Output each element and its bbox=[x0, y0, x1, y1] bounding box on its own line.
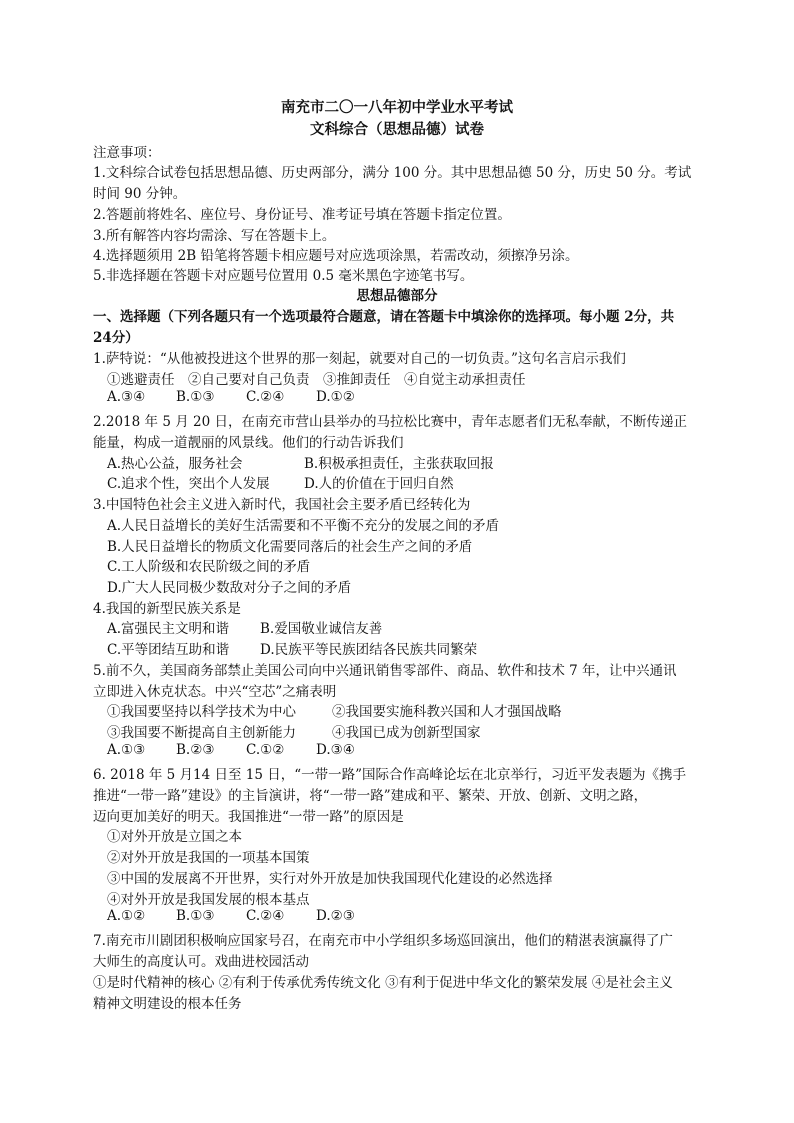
q5-item-2: ②我国要实施科教兴国和人才强国战略 bbox=[332, 704, 562, 720]
q4-option-c: C.平等团结互助和谐 bbox=[107, 642, 230, 658]
exam-title: 南充市二〇一八年初中学业水平考试 bbox=[281, 99, 513, 116]
q2-option-c: C.追求个性，突出个人发展 bbox=[107, 476, 270, 492]
q1-option-a: A.③④ bbox=[107, 389, 146, 405]
notes-heading: 注意事项： bbox=[93, 145, 161, 161]
q6-stem-cont: 迈向更加美好的明天。我国推进“一带一路”的原因是 bbox=[93, 809, 404, 825]
note-item: 1.文科综合试卷包括思想品德、历史两部分，满分 100 分。其中思想品德 50 分，历史 50 分。考试 bbox=[93, 165, 692, 181]
q4-option-a: A.富强民主文明和谐 bbox=[107, 621, 230, 637]
q1-items: ①逃避责任 ②自己要对自己负责 ③推卸责任 ④自觉主动承担责任 bbox=[107, 372, 526, 388]
q7-items-cont: 精神文明建设的根本任务 bbox=[93, 996, 242, 1012]
q6-option-b: B.①③ bbox=[176, 908, 215, 924]
q3-option-b: B.人民日益增长的物质文化需要同落后的社会生产之间的矛盾 bbox=[107, 539, 473, 555]
note-item: 3.所有解答内容均需涂、写在答题卡上。 bbox=[93, 228, 336, 244]
q5-option-c: C.①② bbox=[246, 742, 285, 758]
q3-option-d: D.广大人民同极少数敌对分子之间的矛盾 bbox=[107, 580, 352, 596]
q2-option-b: B.积极承担责任，主张获取回报 bbox=[304, 456, 494, 472]
q5-stem: 5.前不久，美国商务部禁止美国公司向中兴通讯销售零部件、商品、软件和技术 7 年，让中兴通讯 bbox=[93, 663, 677, 679]
q7-stem-cont: 大师生的高度认可。戏曲进校园活动 bbox=[93, 954, 309, 970]
q6-option-c: C.②④ bbox=[246, 908, 285, 924]
note-item: 时间 90 分钟。 bbox=[93, 186, 187, 202]
q2-option-a: A.热心公益，服务社会 bbox=[107, 456, 243, 472]
q3-option-a: A.人民日益增长的美好生活需要和不平衡不充分的发展之间的矛盾 bbox=[107, 518, 500, 534]
section-title: 思想品德部分 bbox=[356, 288, 438, 304]
q3-stem: 3.中国特色社会主义进入新时代，我国社会主要矛盾已经转化为 bbox=[93, 497, 471, 513]
q6-item-4: ④对外开放是我国发展的根本基点 bbox=[107, 892, 310, 908]
q7-items: ①是时代精神的核心 ②有利于传承优秀传统文化 ③有利于促进中华文化的繁荣发展 ④是社会主义 bbox=[93, 975, 673, 991]
section-heading-cont: 24分） bbox=[93, 330, 139, 346]
q6-option-d: D.②③ bbox=[316, 908, 355, 924]
q6-stem: 6. 2018 年 5 月14 日至 15 日，“一带一路”国际合作高峰论坛在北京举行，习近平发表题为《携手 bbox=[93, 767, 687, 783]
section-heading: 一、选择题（下列各题只有一个选项最符合题意，请在答题卡中填涂你的选择项。每小题 2分，共 bbox=[93, 309, 675, 325]
q5-option-d: D.③④ bbox=[316, 742, 355, 758]
note-item: 5.非选择题在答题卡对应题号位置用 0.5 毫米黑色字迹笔书写。 bbox=[93, 268, 474, 284]
q4-option-b: B.爱国敬业诚信友善 bbox=[260, 621, 383, 637]
q6-stem-cont: 推进“一带一路”建设》的主旨演讲，将“一带一路”建成和平、繁荣、开放、创新、文明之路， bbox=[93, 788, 648, 804]
q4-stem: 4.我国的新型民族关系是 bbox=[93, 601, 241, 617]
q1-option-d: D.①② bbox=[316, 389, 355, 405]
q2-stem: 2.2018 年 5 月 20 日，在南充市营山县举办的马拉松比赛中，青年志愿者们无私奉献，不断传递正 bbox=[93, 414, 687, 430]
q6-item-1: ①对外开放是立国之本 bbox=[107, 829, 242, 845]
q5-option-b: B.②③ bbox=[176, 742, 215, 758]
q5-item-4: ④我国已成为创新型国家 bbox=[332, 725, 481, 741]
q5-item-1: ①我国要坚持以科学技术为中心 bbox=[107, 704, 296, 720]
q5-item-3: ③我国要不断提高自主创新能力 bbox=[107, 725, 296, 741]
q1-stem: 1.萨特说：“从他被投进这个世界的那一刻起，就要对自己的一切负责。”这句名言启示我们 bbox=[93, 351, 626, 367]
q1-option-c: C.②④ bbox=[246, 389, 285, 405]
q7-stem: 7.南充市川剧团积极响应国家号召，在南充市中小学组织多场巡回演出，他们的精湛表演赢得了广 bbox=[93, 933, 673, 949]
q2-stem-cont: 能量，构成一道靓丽的风景线。他们的行动告诉我们 bbox=[93, 435, 404, 451]
q6-option-a: A.①② bbox=[107, 908, 146, 924]
q4-option-d: D.民族平等民族团结各民族共同繁荣 bbox=[260, 642, 478, 658]
q1-option-b: B.①③ bbox=[176, 389, 215, 405]
note-item: 4.选择题须用 2B 铅笔将答题卡相应题号对应选项涂黑，若需改动，须擦净另涂。 bbox=[93, 248, 579, 264]
exam-subtitle: 文科综合（思想品德）试卷 bbox=[310, 121, 484, 138]
q6-item-3: ③中国的发展离不开世界，实行对外开放是加快我国现代化建设的必然选择 bbox=[107, 871, 553, 887]
q6-item-2: ②对外开放是我国的一项基本国策 bbox=[107, 850, 310, 866]
note-item: 2.答题前将姓名、座位号、身份证号、准考证号填在答题卡指定位置。 bbox=[93, 207, 511, 223]
q2-option-d: D.人的价值在于回归自然 bbox=[304, 476, 454, 492]
q5-option-a: A.①③ bbox=[107, 742, 146, 758]
q5-stem-cont: 立即进入休克状态。中兴“空芯”之痛表明 bbox=[93, 684, 337, 700]
q3-option-c: C.工人阶级和农民阶级之间的矛盾 bbox=[107, 559, 311, 575]
